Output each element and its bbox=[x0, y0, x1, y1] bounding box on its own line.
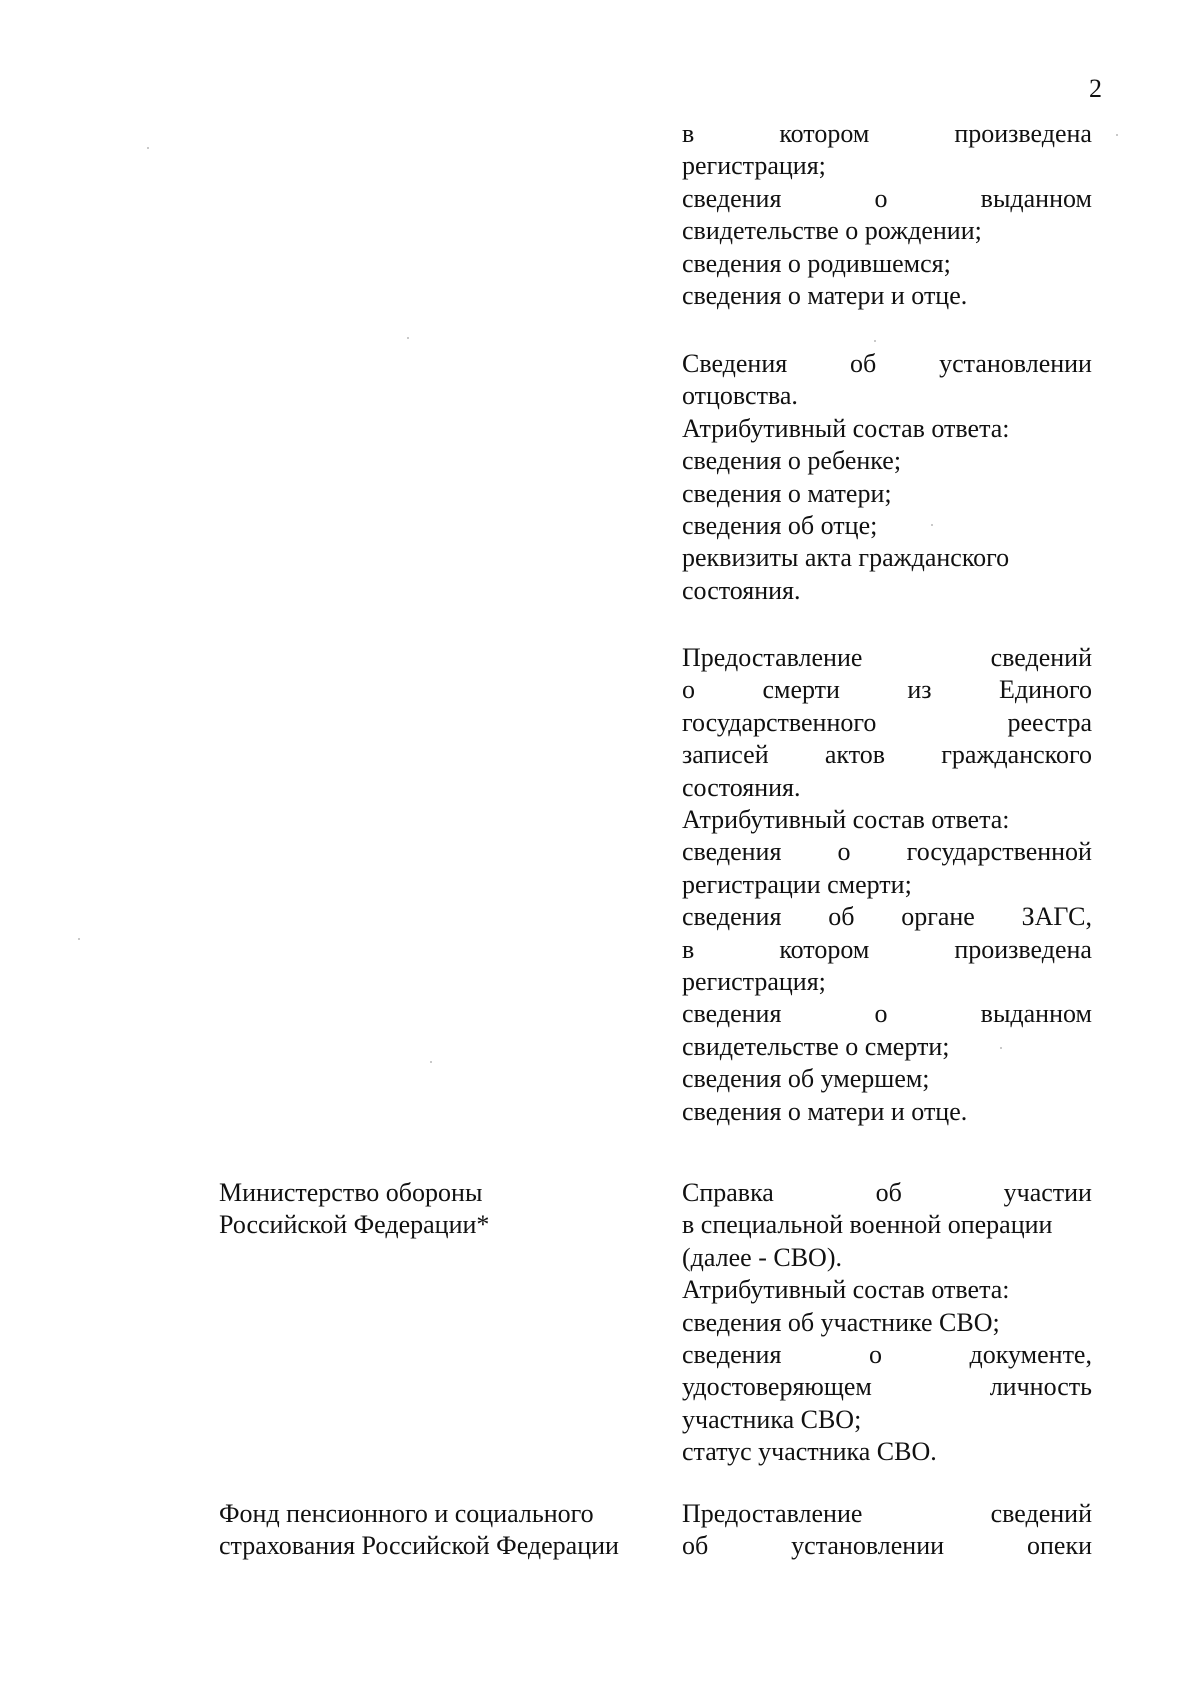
paternity-block-line bbox=[682, 479, 1092, 509]
guardianship-block-line bbox=[682, 1531, 1092, 1561]
text-word: в bbox=[682, 934, 695, 964]
text-word: котором bbox=[779, 119, 870, 148]
text-word: сведения о ребенке; bbox=[682, 446, 902, 476]
text-word: из bbox=[907, 675, 932, 705]
text-word: актов bbox=[824, 740, 885, 770]
text-word: сведения bbox=[682, 1340, 782, 1369]
text-word: Атрибутивный состав ответа: bbox=[682, 805, 1010, 834]
scan-speck bbox=[1116, 134, 1118, 136]
svo-certificate-block-line bbox=[682, 1372, 1092, 1402]
text-word: смерти bbox=[762, 675, 840, 705]
text-word: об bbox=[828, 902, 855, 932]
birth-record-block-line bbox=[682, 281, 1092, 311]
text-word: регистрации смерти; bbox=[682, 869, 912, 899]
birth-record-block-line bbox=[682, 151, 1092, 181]
death-record-block-line bbox=[682, 708, 1092, 738]
text-word: статус участника СВО. bbox=[682, 1437, 937, 1467]
text-word: сведения о матери и отце. bbox=[682, 281, 968, 310]
text-word: сведения об участнике СВО; bbox=[682, 1307, 1000, 1337]
text-word: удостоверяющем bbox=[682, 1372, 872, 1402]
birth-record-block-line bbox=[682, 119, 1092, 149]
text-word: личность bbox=[989, 1372, 1092, 1402]
text-word: о bbox=[837, 837, 851, 867]
scan-speck bbox=[430, 1061, 432, 1063]
org-fund-line-1: Фонд пенсионного и социального bbox=[219, 1499, 594, 1528]
text-word: об bbox=[682, 1531, 709, 1561]
text-word: установлении bbox=[791, 1531, 945, 1561]
text-word: сведения об умершем; bbox=[682, 1064, 930, 1094]
org-mod-line-1: Министерство обороны bbox=[219, 1178, 483, 1207]
text-word: участника СВО; bbox=[682, 1404, 862, 1434]
org-fund-line-2: страхования Российской Федерации bbox=[219, 1531, 619, 1560]
text-word: сведения об отце; bbox=[682, 511, 878, 540]
svo-certificate-block-line bbox=[682, 1178, 1092, 1208]
text-word: ЗАГС, bbox=[1021, 902, 1092, 932]
text-word: государственной bbox=[906, 837, 1092, 867]
death-record-block-line bbox=[682, 935, 1092, 965]
birth-record-block-line bbox=[682, 184, 1092, 214]
text-word: установлении bbox=[939, 349, 1092, 378]
text-word: состояния. bbox=[682, 772, 801, 802]
text-word: свидетельстве о рождении; bbox=[682, 216, 982, 246]
text-word: выданном bbox=[980, 183, 1092, 213]
text-word: Предоставление bbox=[682, 1499, 863, 1528]
text-word: о bbox=[874, 999, 888, 1029]
death-record-block-line bbox=[682, 1097, 1092, 1127]
svo-certificate-block-line bbox=[682, 1437, 1092, 1467]
death-record-block-line bbox=[682, 773, 1092, 803]
text-word: Сведения bbox=[682, 349, 788, 378]
svo-certificate-block-line bbox=[682, 1275, 1092, 1305]
text-word: органе bbox=[901, 902, 975, 932]
text-word: о bbox=[682, 675, 695, 705]
text-word: регистрация; bbox=[682, 151, 826, 181]
paternity-block-line bbox=[682, 543, 1092, 573]
death-record-block-line bbox=[682, 643, 1092, 673]
paternity-block-line bbox=[682, 414, 1092, 444]
paternity-block-line bbox=[682, 349, 1092, 379]
text-word: Единого bbox=[999, 675, 1092, 705]
paternity-block-line bbox=[682, 446, 1092, 476]
svo-certificate-block-line bbox=[682, 1405, 1092, 1435]
death-record-block-line bbox=[682, 837, 1092, 867]
text-word: котором bbox=[779, 934, 870, 964]
text-word: реестра bbox=[1007, 707, 1092, 737]
death-record-block-line bbox=[682, 967, 1092, 997]
death-record-block-line bbox=[682, 1064, 1092, 1094]
text-word: Атрибутивный состав ответа: bbox=[682, 413, 1010, 443]
paternity-block-line bbox=[682, 576, 1092, 606]
scan-speck bbox=[874, 340, 876, 342]
text-word: регистрация; bbox=[682, 967, 826, 996]
text-word: Атрибутивный состав ответа: bbox=[682, 1275, 1010, 1305]
text-word: (далее - СВО). bbox=[682, 1242, 842, 1272]
paternity-block-line bbox=[682, 381, 1092, 411]
death-record-block-line bbox=[682, 870, 1092, 900]
death-record-block-line bbox=[682, 902, 1092, 932]
text-word: в bbox=[682, 119, 695, 148]
text-word: сведения bbox=[682, 999, 782, 1029]
text-word: о bbox=[874, 183, 888, 213]
text-word: документе, bbox=[969, 1340, 1092, 1369]
text-word: сведения bbox=[682, 837, 782, 867]
death-record-block-line bbox=[682, 675, 1092, 705]
text-word: сведения о матери и отце. bbox=[682, 1096, 968, 1126]
death-record-block-line bbox=[682, 740, 1092, 770]
text-word: сведения о родившемся; bbox=[682, 248, 951, 278]
page-number: 2 bbox=[1089, 74, 1102, 103]
text-word: государственного bbox=[682, 707, 877, 737]
org-mod-line-2: Российской Федерации* bbox=[219, 1210, 490, 1239]
scan-speck bbox=[78, 938, 80, 940]
svo-certificate-block-line bbox=[682, 1243, 1092, 1273]
text-word: выданном bbox=[980, 999, 1092, 1029]
text-word: гражданского bbox=[941, 740, 1092, 770]
death-record-block-line bbox=[682, 1032, 1092, 1062]
text-word: в специальной военной операции bbox=[682, 1210, 1053, 1240]
text-word: об bbox=[850, 349, 877, 378]
text-word: сведений bbox=[990, 643, 1092, 672]
text-word: сведения о матери; bbox=[682, 478, 892, 508]
birth-record-block-line bbox=[682, 249, 1092, 279]
svo-certificate-block-line bbox=[682, 1308, 1092, 1338]
scan-speck bbox=[407, 337, 409, 339]
text-word: произведена bbox=[954, 934, 1092, 964]
text-word: опеки bbox=[1026, 1531, 1092, 1561]
text-word: отцовства. bbox=[682, 381, 798, 411]
text-word: состояния. bbox=[682, 575, 801, 605]
birth-record-block-line bbox=[682, 216, 1092, 246]
death-record-block-line bbox=[682, 999, 1092, 1029]
text-word: реквизиты акта гражданского bbox=[682, 543, 1010, 573]
text-word: о bbox=[868, 1340, 882, 1369]
text-word: записей bbox=[682, 740, 769, 770]
guardianship-block-line bbox=[682, 1499, 1092, 1529]
text-word: Предоставление bbox=[682, 643, 863, 672]
text-word: сведения bbox=[682, 183, 782, 213]
text-word: произведена bbox=[954, 119, 1092, 148]
paternity-block-line bbox=[682, 511, 1092, 541]
death-record-block-line bbox=[682, 805, 1092, 835]
text-word: об bbox=[875, 1178, 902, 1207]
text-word: свидетельстве о смерти; bbox=[682, 1031, 950, 1061]
text-word: сведения bbox=[682, 902, 782, 932]
text-word: участии bbox=[1003, 1178, 1092, 1207]
svo-certificate-block-line bbox=[682, 1210, 1092, 1240]
svo-certificate-block-line bbox=[682, 1340, 1092, 1370]
scan-speck bbox=[931, 524, 933, 526]
text-word: сведений bbox=[990, 1499, 1092, 1528]
text-word: Справка bbox=[682, 1178, 774, 1207]
scan-speck bbox=[1000, 1047, 1002, 1049]
scan-speck bbox=[147, 147, 149, 149]
